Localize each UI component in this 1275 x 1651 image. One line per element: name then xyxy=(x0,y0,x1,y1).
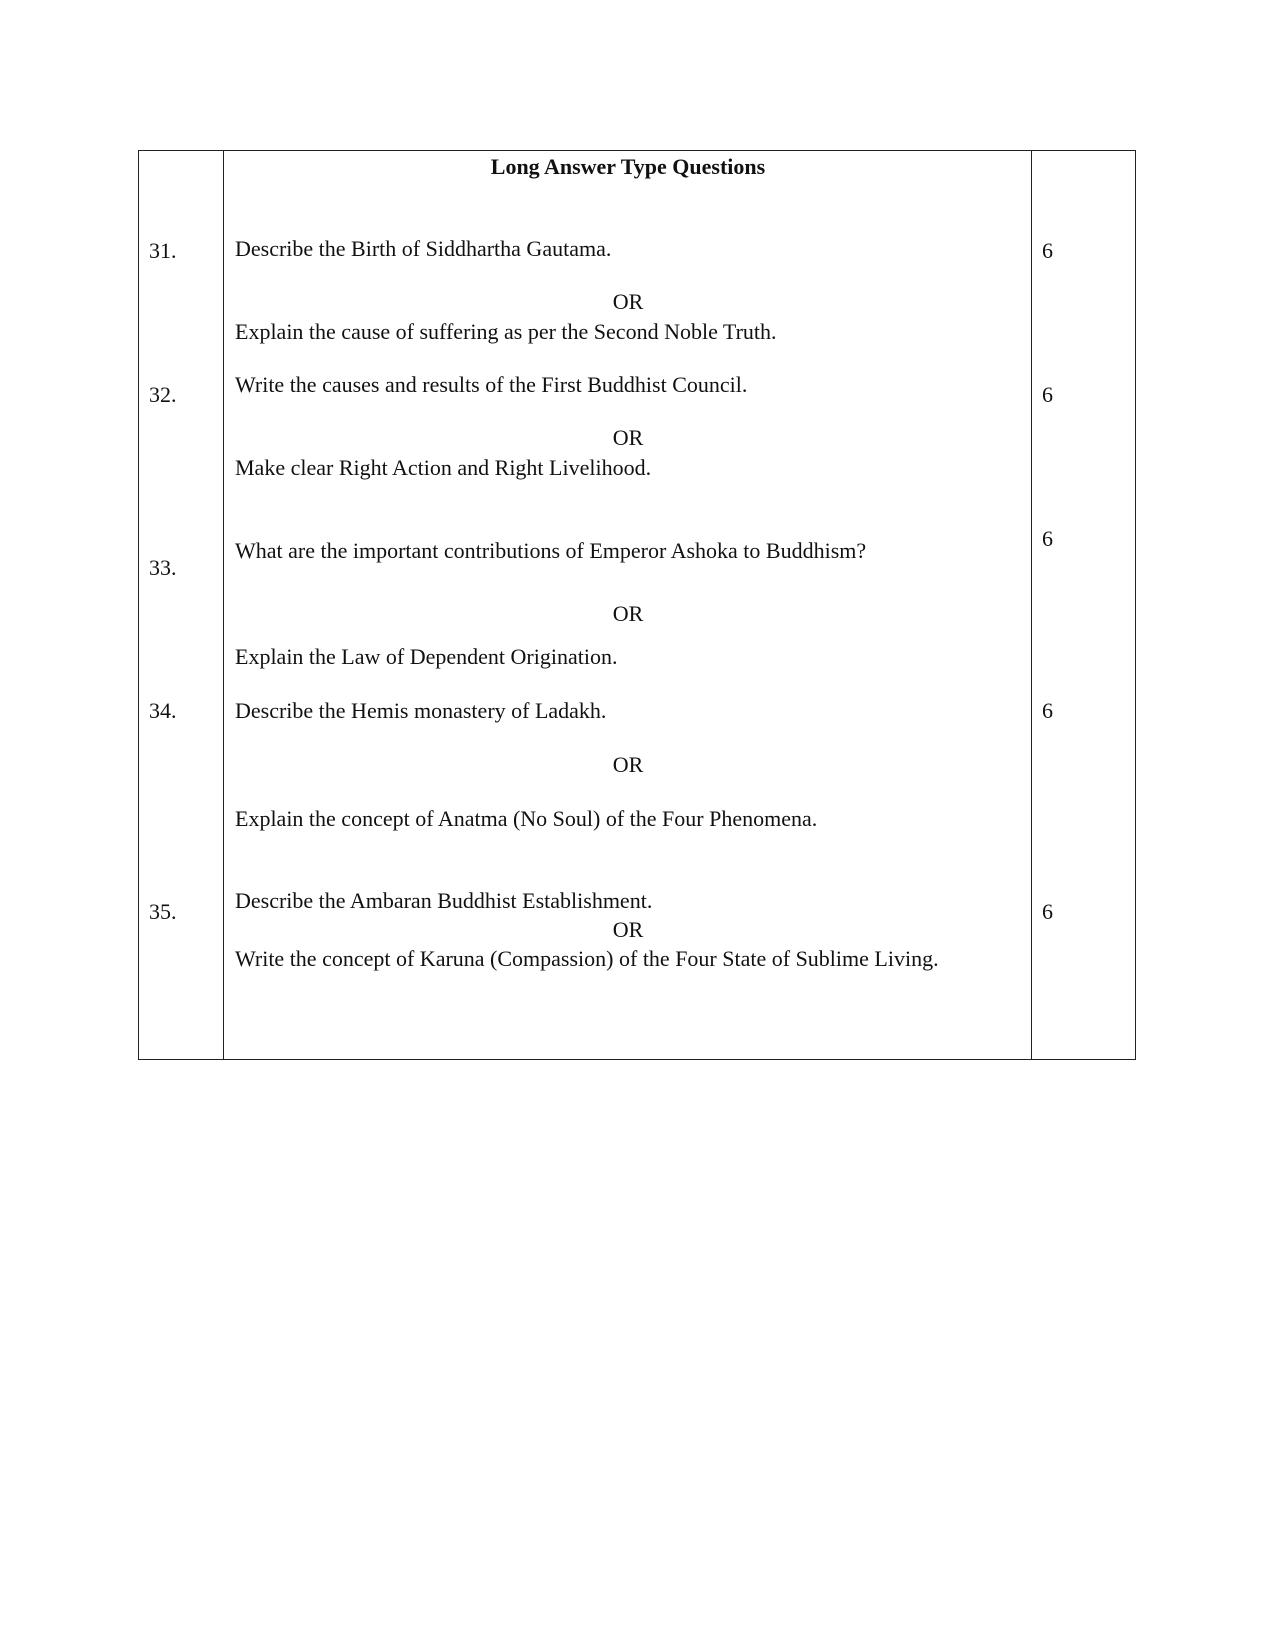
question-option-b: Explain the Law of Dependent Origination. xyxy=(235,644,618,669)
or-separator: OR xyxy=(612,917,644,942)
question-option-b: Make clear Right Action and Right Livelihood. xyxy=(235,455,652,480)
question-option-b: Explain the concept of Anatma (No Soul) of the Four Phenomena. xyxy=(235,806,818,831)
question-marks: 6 xyxy=(1042,698,1053,723)
or-separator: OR xyxy=(612,752,644,777)
or-separator: OR xyxy=(612,601,644,626)
question-option-a: Write the causes and results of the First Buddhist Council. xyxy=(235,372,748,397)
question-option-b: Write the concept of Karuna (Compassion) of the Four State of Sublime Living. xyxy=(235,946,939,971)
question-option-a: Describe the Ambaran Buddhist Establishment. xyxy=(235,888,653,913)
question-marks: 6 xyxy=(1042,238,1053,263)
question-table xyxy=(138,150,1136,1060)
question-number: 31. xyxy=(149,238,177,263)
question-marks: 6 xyxy=(1042,526,1053,551)
or-separator: OR xyxy=(612,425,644,450)
question-option-a: What are the important contributions of Emperor Ashoka to Buddhism? xyxy=(235,538,867,563)
or-separator: OR xyxy=(612,289,644,314)
question-number: 34. xyxy=(149,698,177,723)
question-number: 32. xyxy=(149,382,177,407)
column-divider-marks xyxy=(1031,151,1032,1059)
section-heading: Long Answer Type Questions xyxy=(490,154,766,179)
question-number: 35. xyxy=(149,899,177,924)
question-marks: 6 xyxy=(1042,899,1053,924)
question-marks: 6 xyxy=(1042,382,1053,407)
question-number: 33. xyxy=(149,555,177,580)
question-option-a: Describe the Birth of Siddhartha Gautama. xyxy=(235,236,612,261)
question-option-a: Describe the Hemis monastery of Ladakh. xyxy=(235,698,607,723)
column-divider-number xyxy=(223,151,224,1059)
question-option-b: Explain the cause of suffering as per the Second Noble Truth. xyxy=(235,319,777,344)
